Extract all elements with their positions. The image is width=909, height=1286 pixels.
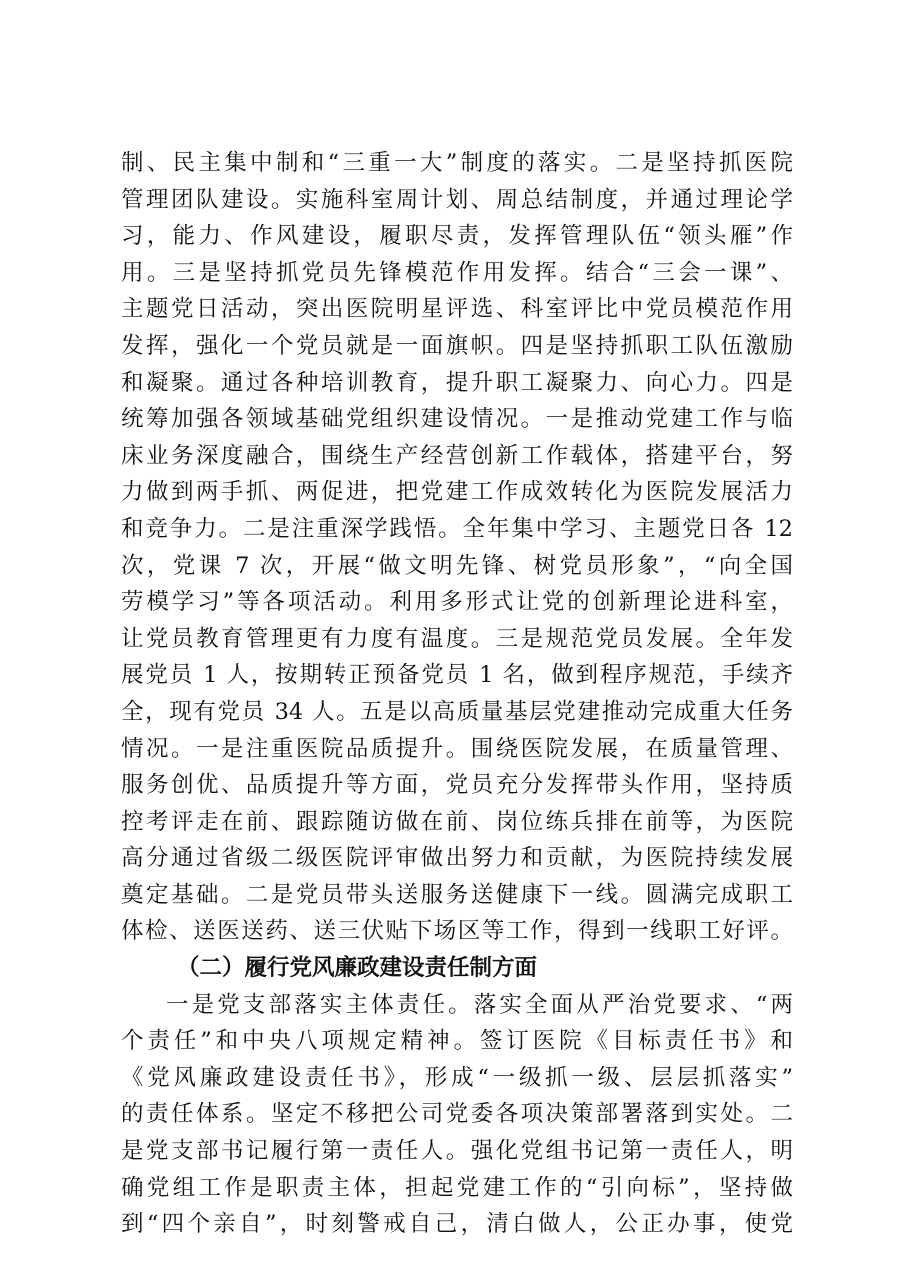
body-line: 奠定基础。二是党员带头送服务送健康下一线。圆满完成职工: [121, 881, 793, 908]
body-line: 确党组工作是职责主体，担起党建工作的“引向标”，坚持做: [121, 1174, 793, 1201]
body-line: 全，现有党员 34 人。五是以高质量基层党建推动完成重大任务: [121, 698, 793, 725]
body-line: 一是党支部落实主体责任。落实全面从严治党要求、“两: [166, 991, 793, 1018]
body-line: 统筹加强各领域基础党组织建设情况。一是推动党建工作与临: [121, 406, 793, 433]
body-line: 高分通过省级二级医院评审做出努力和贡献，为医院持续发展: [121, 845, 793, 872]
body-line: 床业务深度融合，围绕生产经营创新工作载体，搭建平台，努: [121, 442, 793, 469]
body-line: 服务创优、品质提升等方面，党员充分发挥带头作用，坚持质: [121, 772, 793, 799]
body-line: 用。三是坚持抓党员先锋模范作用发挥。结合“三会一课”、: [121, 259, 793, 286]
body-line: 次，党课 7 次，开展“做文明先锋、树党员形象”，“向全国: [121, 552, 793, 579]
body-line: 《党风廉政建设责任书》，形成“一级抓一级、层层抓落实”: [121, 1064, 793, 1091]
body-line: 体检、送医送药、送三伏贴下场区等工作，得到一线职工好评。: [121, 918, 793, 945]
body-line: 和凝聚。通过各种培训教育，提升职工凝聚力、向心力。四是: [121, 369, 793, 396]
body-line: 是党支部书记履行第一责任人。强化党组书记第一责任人，明: [121, 1138, 793, 1165]
body-line: 主题党日活动，突出医院明星评选、科室评比中党员模范作用: [121, 296, 793, 323]
body-line: 制、民主集中制和“三重一大”制度的落实。二是坚持抓医院: [121, 150, 793, 176]
body-line: 和竞争力。二是注重深学践悟。全年集中学习、主题党日各 12: [121, 515, 793, 542]
body-line: 的责任体系。坚定不移把公司党委各项决策部署落到实处。二: [121, 1101, 793, 1128]
body-line: 到“四个亲自”，时刻警戒自己，清白做人，公正办事，使党: [121, 1211, 793, 1238]
body-line: 习，能力、作风建设，履职尽责，发挥管理队伍“领头雁”作: [121, 223, 793, 250]
body-line: 个责任”和中央八项规定精神。签订医院《目标责任书》和: [121, 1028, 793, 1055]
body-line: 劳模学习”等各项活动。利用多形式让党的创新理论进科室，: [121, 589, 793, 616]
body-line: 管理团队建设。实施科室周计划、周总结制度，并通过理论学: [121, 186, 793, 213]
body-line: 让党员教育管理更有力度有温度。三是规范党员发展。全年发: [121, 625, 793, 652]
body-line: 展党员 1 人，按期转正预备党员 1 名，做到程序规范，手续齐: [121, 662, 793, 689]
body-line: 力做到两手抓、两促进，把党建工作成效转化为医院发展活力: [121, 479, 793, 506]
body-line: 发挥，强化一个党员就是一面旗帜。四是坚持抓职工队伍激励: [121, 332, 793, 359]
body-line: 情况。一是注重医院品质提升。围绕医院发展，在质量管理、: [121, 735, 793, 762]
body-line: 控考评走在前、跟踪随访做在前、岗位练兵排在前等，为医院: [121, 808, 793, 835]
section-heading: （二）履行党风廉政建设责任制方面: [177, 955, 538, 982]
document-body: [121, 145, 793, 1243]
